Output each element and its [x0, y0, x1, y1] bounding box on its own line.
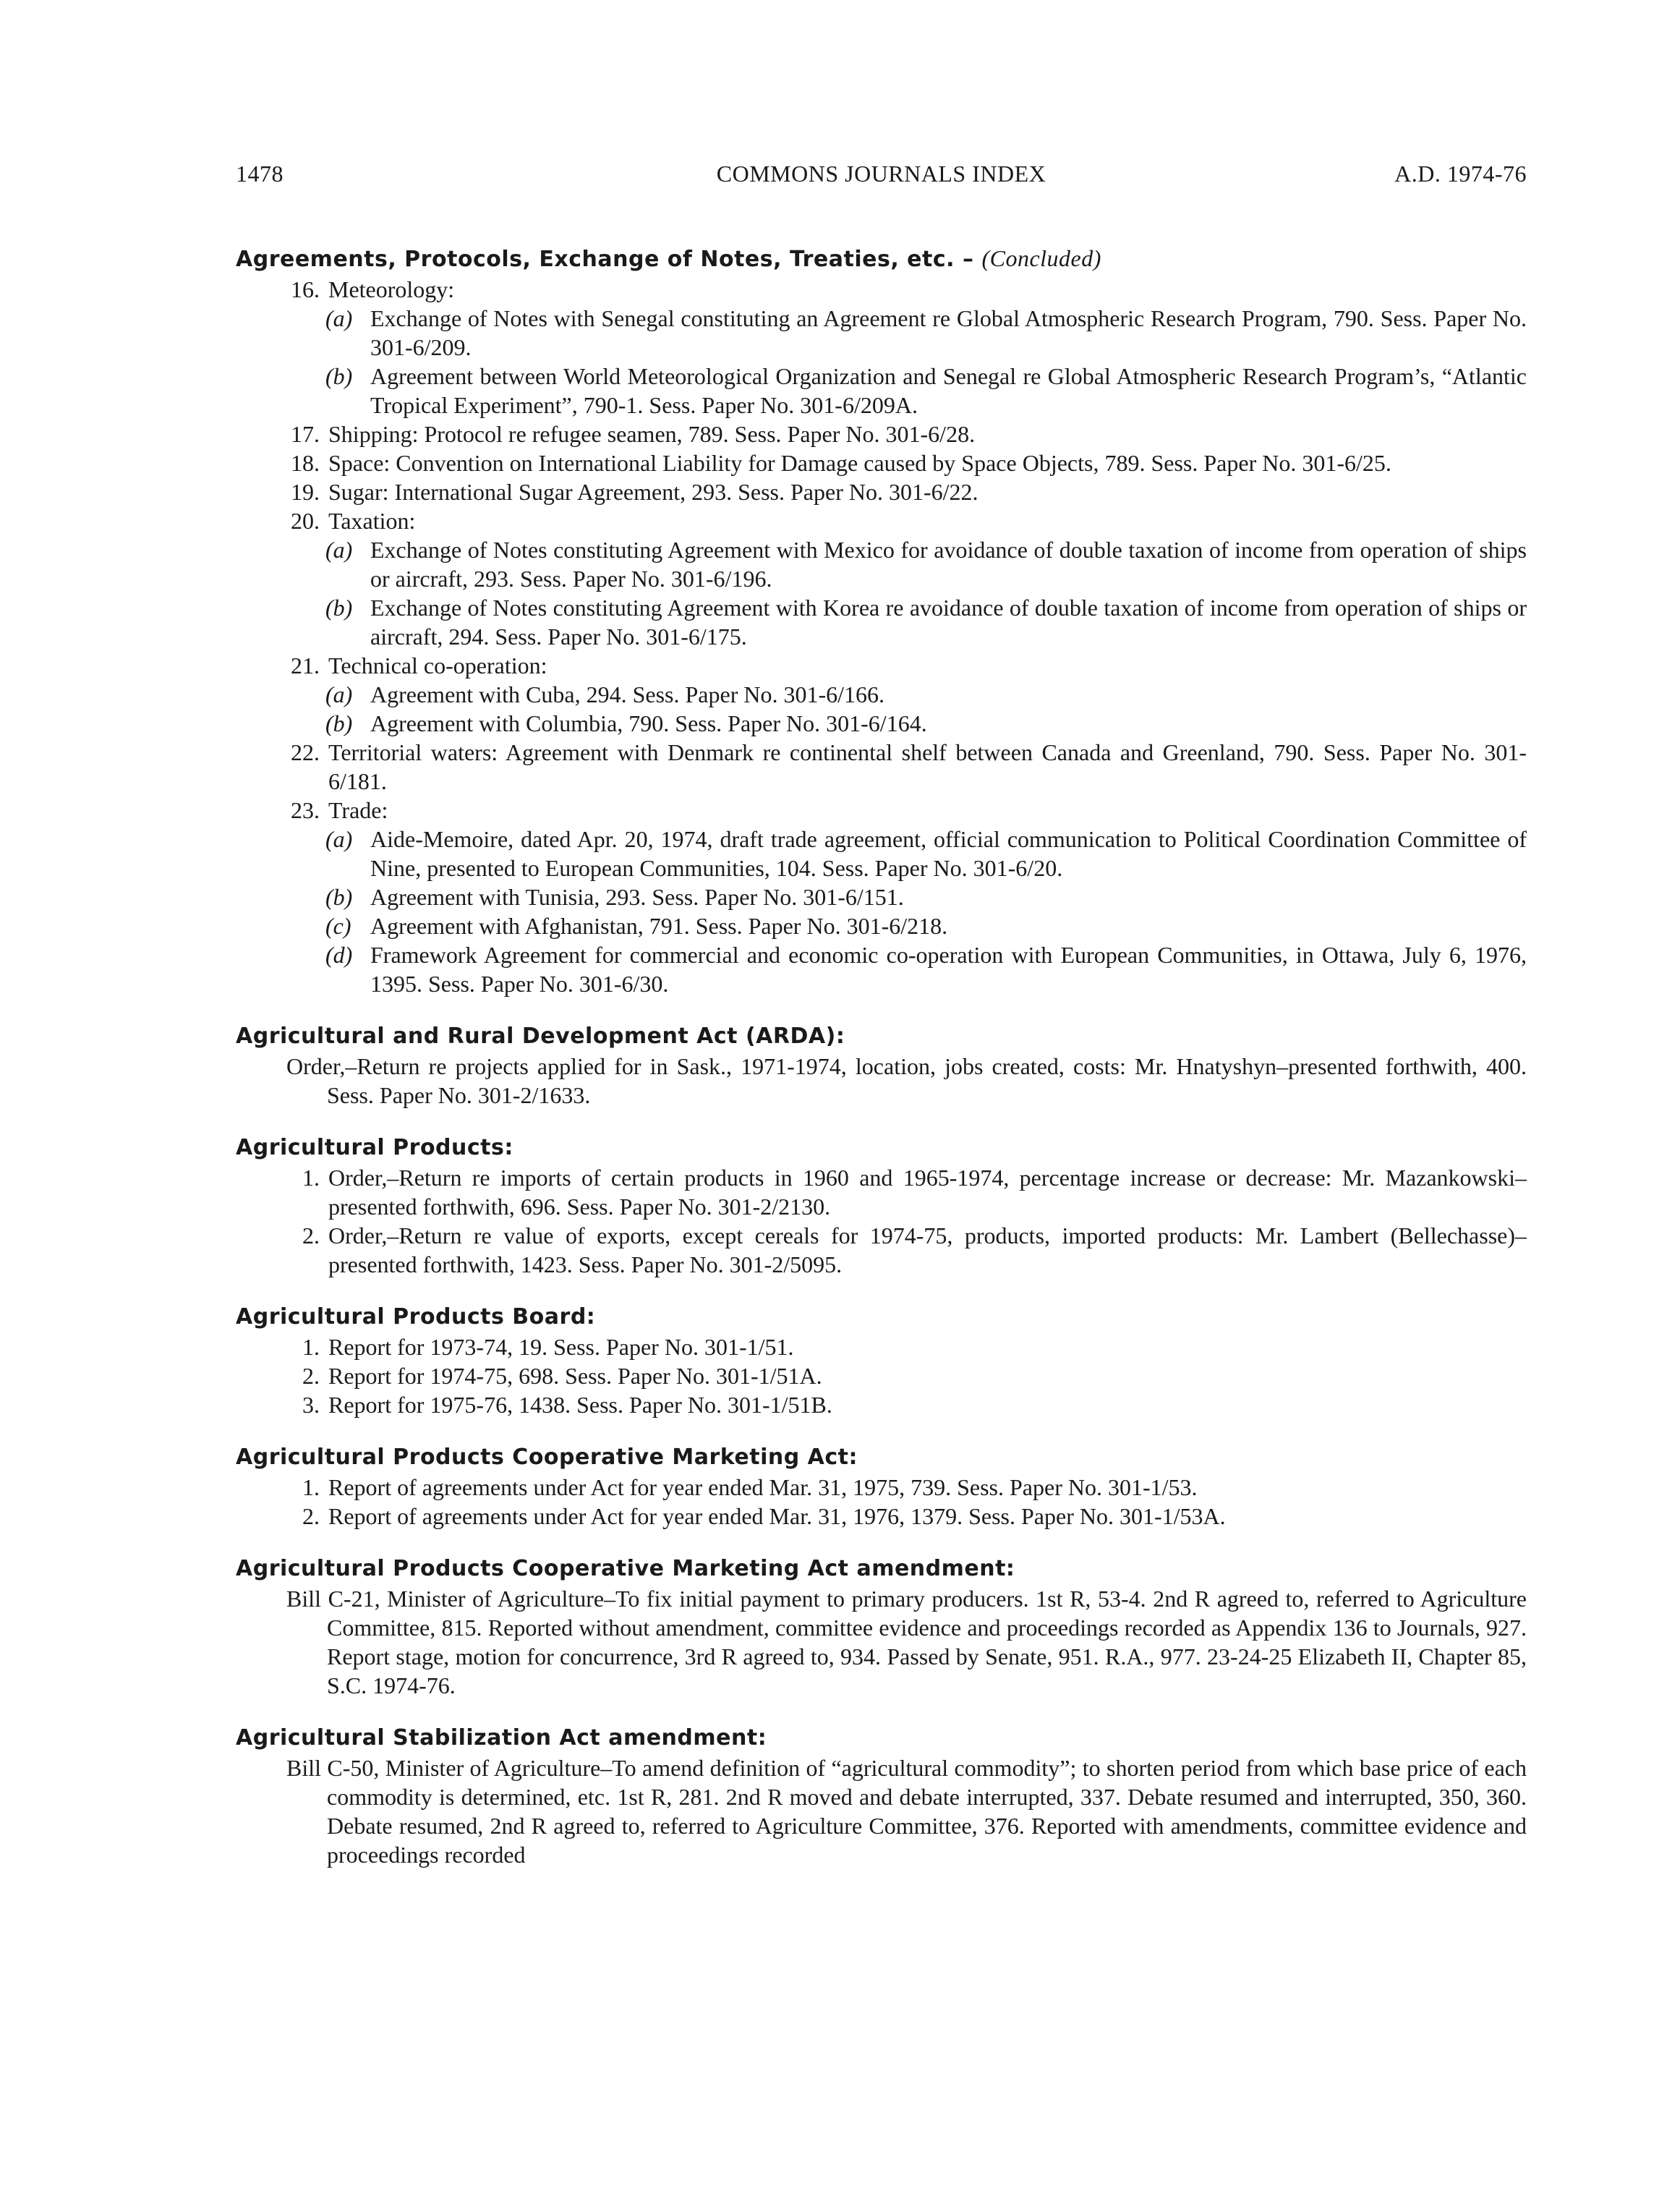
index-entry — [236, 275, 1527, 304]
heading-note: (Concluded) — [981, 245, 1101, 271]
entry-number: 17. — [291, 421, 320, 447]
entry-number: 1. — [302, 1474, 320, 1500]
index-entry — [236, 1332, 1527, 1361]
sub-entry-text: Agreement with Cuba, 294. Sess. Paper No. 301-6/166. — [370, 681, 885, 707]
sub-entry-letter: (b) — [325, 884, 353, 910]
entry-paragraph: Bill C-50, Minister of Agriculture–To amend definition of “agricultural commodity”; to shorten period from which base price of each commodity is determined, etc. 1st R, 281. 2nd R moved and debate interrupted, 337. Debate resumed and interrupted, 350, 360. Debate resumed, 2nd R agreed to, referred to Agriculture Committee, 376. Reported with amendments, committee evidence and proceedings recorded — [286, 1755, 1527, 1868]
section-heading-text: Agreements, Protocols, Exchange of Notes, Treaties, etc. – — [236, 247, 974, 272]
page-number: 1478 — [236, 161, 283, 187]
sub-entry-letter: (d) — [325, 942, 353, 968]
index-content — [236, 243, 1527, 1892]
index-entry — [236, 1361, 1527, 1390]
index-section — [236, 1133, 1527, 1279]
section-heading-text: Agricultural Products Cooperative Marketing Act amendment: — [236, 1556, 1015, 1581]
section-heading-text: Agricultural and Rural Development Act (ARDA): — [236, 1024, 845, 1049]
sub-entry-text: Exchange of Notes constituting Agreement with Korea re avoidance of double taxation of income from operation of ships or aircraft, 294. Sess. Paper No. 301-6/175. — [370, 595, 1527, 650]
entry-paragraph: Order,–Return re projects applied for in Sask., 1971-1974, location, jobs created, costs: Mr. Hnatyshyn–presented forthwith, 400. Sess. Paper No. 301-2/1633. — [286, 1053, 1527, 1108]
entry-text: Meteorology: — [328, 276, 455, 302]
index-section — [236, 243, 1527, 998]
page-header — [236, 161, 1527, 192]
entry-paragraph: Bill C-21, Minister of Agriculture–To fix initial payment to primary producers. 1st R, 53-4. 2nd R agreed to, referred to Agriculture Committee, 815. Reported without amendment, committee evidence and proceedings recorded as Appendix 136 to Journals, 927. Report stage, motion for concurrence, 3rd R agreed to, 934. Passed by Senate, 951. R.A., 977. 23-24-25 Elizabeth II, Chapter 85, S.C. 1974-76. — [286, 1586, 1527, 1698]
sub-entry-text: Framework Agreement for commercial and economic co-operation with European Communities, in Ottawa, July 6, 1976, 1395. Sess. Paper No. 301-6/30. — [370, 942, 1527, 997]
section-heading — [236, 243, 1527, 275]
index-section — [236, 1723, 1527, 1869]
entry-text: Taxation: — [328, 508, 416, 534]
sub-entry-text: Agreement with Afghanistan, 791. Sess. Paper No. 301-6/218. — [370, 913, 948, 939]
entry-number: 19. — [291, 479, 320, 505]
sub-entry — [236, 535, 1527, 593]
sub-entry-letter: (a) — [325, 826, 353, 852]
sub-entry — [236, 825, 1527, 882]
sub-entry-letter: (a) — [325, 537, 353, 563]
section-heading-text: Agricultural Products: — [236, 1135, 513, 1160]
sub-entry — [236, 593, 1527, 651]
entry-number: 3. — [302, 1392, 320, 1418]
index-section — [236, 1554, 1527, 1700]
entry-number: 22. — [291, 739, 320, 765]
entry-number: 16. — [291, 276, 320, 302]
index-entry — [236, 1473, 1527, 1502]
sub-entry — [236, 940, 1527, 998]
section-heading — [236, 1554, 1527, 1584]
section-heading-text: Agricultural Products Cooperative Marketing Act: — [236, 1445, 858, 1470]
section-heading — [236, 1021, 1527, 1052]
sub-entry-text: Aide-Memoire, dated Apr. 20, 1974, draft trade agreement, official communication to Political Coordination Committee of Nine, presented to European Communities, 104. Sess. Paper No. 301-6/20. — [370, 826, 1527, 881]
entry-text: Trade: — [328, 797, 388, 823]
index-entry — [236, 477, 1527, 506]
entry-number: 1. — [302, 1165, 320, 1191]
entry-text: Sugar: International Sugar Agreement, 293. Sess. Paper No. 301-6/22. — [328, 479, 978, 505]
index-entry — [236, 1502, 1527, 1531]
section-heading — [236, 1723, 1527, 1753]
section-heading-text: Agricultural Products Board: — [236, 1304, 596, 1330]
sub-entry — [236, 304, 1527, 362]
entry-number: 23. — [291, 797, 320, 823]
entry-text: Territorial waters: Agreement with Denmark re continental shelf between Canada and Greenland, 790. Sess. Paper No. 301-6/181. — [328, 739, 1527, 794]
index-section — [236, 1442, 1527, 1531]
sub-entry-letter: (b) — [325, 595, 353, 621]
entry-text: Report for 1974-75, 698. Sess. Paper No. 301-1/51A. — [328, 1363, 822, 1389]
sub-entry-letter: (a) — [325, 305, 353, 331]
index-entry — [236, 1390, 1527, 1419]
index-entry — [236, 1163, 1527, 1221]
sub-entry-text: Agreement between World Meteorological Organization and Senegal re Global Atmospheric Research Program’s, “Atlantic Tropical Experiment”, 790-1. Sess. Paper No. 301-6/209A. — [370, 363, 1527, 418]
index-entry — [236, 1221, 1527, 1279]
index-entry — [236, 448, 1527, 477]
sub-entry-text: Exchange of Notes constituting Agreement with Mexico for avoidance of double taxation of income from operation of ships or aircraft, 293. Sess. Paper No. 301-6/196. — [370, 537, 1527, 592]
period-label: A.D. 1974-76 — [1394, 161, 1527, 187]
entry-number: 2. — [302, 1503, 320, 1529]
index-entry — [236, 796, 1527, 825]
section-heading — [236, 1442, 1527, 1473]
index-entry — [236, 651, 1527, 680]
sub-entry-letter: (b) — [325, 363, 353, 389]
entry-text: Report for 1973-74, 19. Sess. Paper No. 301-1/51. — [328, 1334, 794, 1360]
entry-number: 20. — [291, 508, 320, 534]
sub-entry-letter: (b) — [325, 710, 353, 736]
entry-text: Shipping: Protocol re refugee seamen, 789. Sess. Paper No. 301-6/28. — [328, 421, 976, 447]
section-heading — [236, 1133, 1527, 1163]
sub-entry-text: Agreement with Columbia, 790. Sess. Paper No. 301-6/164. — [370, 710, 927, 736]
entry-text: Report of agreements under Act for year ended Mar. 31, 1976, 1379. Sess. Paper No. 301-1/53A. — [328, 1503, 1226, 1529]
sub-entry-text: Exchange of Notes with Senegal constituting an Agreement re Global Atmospheric Research Program, 790. Sess. Paper No. 301-6/209. — [370, 305, 1527, 360]
sub-entry — [236, 882, 1527, 911]
entry-text: Report for 1975-76, 1438. Sess. Paper No. 301-1/51B. — [328, 1392, 832, 1418]
entry-text: Space: Convention on International Liability for Damage caused by Space Objects, 789. Sess. Paper No. 301-6/25. — [328, 450, 1391, 476]
entry-text: Order,–Return re value of exports, except cereals for 1974-75, products, imported products: Mr. Lambert (Bellechasse)–presented forthwith, 1423. Sess. Paper No. 301-2/5095. — [328, 1222, 1527, 1277]
index-section — [236, 1021, 1527, 1110]
entry-number: 2. — [302, 1222, 320, 1249]
entry-text: Order,–Return re imports of certain products in 1960 and 1965-1974, percentage increase or decrease: Mr. Mazankowski–presented forthwith, 696. Sess. Paper No. 301-2/2130. — [328, 1165, 1527, 1220]
sub-entry — [236, 709, 1527, 738]
sub-entry — [236, 911, 1527, 940]
journal-title: COMMONS JOURNALS INDEX — [716, 161, 1046, 187]
entry-number: 1. — [302, 1334, 320, 1360]
sub-entry-letter: (a) — [325, 681, 353, 707]
index-entry — [236, 506, 1527, 535]
index-entry — [236, 738, 1527, 796]
entry-text: Technical co-operation: — [328, 652, 547, 679]
sub-entry-text: Agreement with Tunisia, 293. Sess. Paper No. 301-6/151. — [370, 884, 904, 910]
entry-number: 2. — [302, 1363, 320, 1389]
entry-number: 21. — [291, 652, 320, 679]
sub-entry — [236, 680, 1527, 709]
index-section — [236, 1302, 1527, 1419]
entry-text: Report of agreements under Act for year ended Mar. 31, 1975, 739. Sess. Paper No. 301-1/53. — [328, 1474, 1198, 1500]
entry-number: 18. — [291, 450, 320, 476]
sub-entry-letter: (c) — [325, 913, 351, 939]
section-heading-text: Agricultural Stabilization Act amendment: — [236, 1725, 767, 1751]
section-heading — [236, 1302, 1527, 1332]
index-entry — [236, 420, 1527, 448]
sub-entry — [236, 362, 1527, 420]
